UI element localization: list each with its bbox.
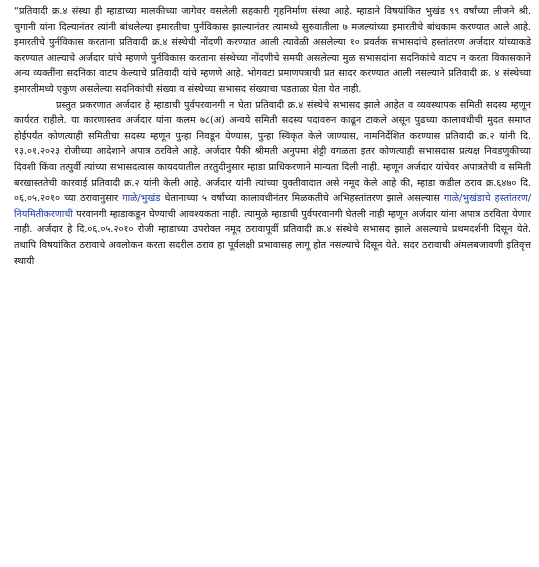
highlighted-term: गाळे/भुखंडाचे हस्तांतरण/नियमितीकरणाची [14,193,531,220]
paragraph-1 [14,4,531,98]
paragraph-2 [14,98,531,270]
highlighted-term: गाळे/भुखंड [122,193,161,205]
paragraph-2-text-a: प्रस्तुत प्रकरणात अर्जदार हे म्हाडाची पुर्वपरवानगी न घेता प्रतिवादी क्र.४ संस्थेचे सभासद झाले आहेत व व्यवस्थापक समिती सदस्य म्हणून कार्यरत राहीले. या कारणास्तव अर्जदार यांना कलम ७८(अ) अन्वये समिती सदस्य पदावरुन काढून टाकले असून पुढच्या कालावधीची मुदत समाप्त होईपर्यंत कोणत्याही समितीचा सदस्य म्हणून पुन्हा निवडून येण्यास, पुन्हा स्विकृत केले जाण्यास, नामनिर्देशित करण्यास प्रतिवादी क्र.२ यांनी दि. १३.०१.२०२३ रोजीच्या आदेशाने अपात्र ठरविले आहे. अर्जदार पैकी श्रीमती अनुपमा शेट्टी वगळता इतर कोणत्याही सभासदास प्रत्यक्ष निवडणुकीच्या दिवशी किंवा तत्पुर्वी त्यांच्या सभासदत्वास कायदयातील तरतुदीनुसार म्हाडा प्राधिकरणाने मान्यता दिली नाही. म्हणून अर्जदार यांचेवर अपात्रतेची व समिती बरखास्ततेची कारवाई प्रतिवादी क्र.२ यांनी केली आहे. अर्जदार यांनी त्यांच्या युक्तीवादात असे नमूद केले आहे की, म्हाडा कडील ठराव क्र.६४७० दि. ०६.०५.२०१० च्या ठरावानुसार [14,99,531,205]
paragraph-2-text-c: परवानगी म्हाडाकडून घेण्याची आवश्यकता नाही. त्यामुळे म्हाडाची पुर्वपरवानगी घेतली नाही म्हणून अर्जदार यांना अपात्र ठरविता येणार नाही. अर्जदार हे दि.०६.०५.२०१० रोजी म्हाडाच्या उपरोक्त नमूद ठरावापूर्वी प्रतिवादी क्र.४ संस्थेचे सभासद झाले असल्याचे प्रथमदर्शनी दिसून येते. तथापि विषयांकित ठरावाचे अवलोकन करता सदरील ठराव हा पूर्वलक्षी प्रभावासह लागू होत नसल्याचे दिसून येते. सदर ठरावाची अंमलबजावणी इतिवृत्त स्थायी [14,208,531,267]
paragraph-2-text-b: धेतानाच्या ५ वर्षांच्या कालावधीनंतर मिळकतीचे अभिहस्तांतरण झाले असल्यास [160,193,444,205]
paragraph-1-text: “प्रतिवादी क्र.४ संस्था ही म्हाडाच्या मालकीच्या जागेवर वसलेली सहकारी गृहनिर्माण संस्था आहे. म्हाडाने विषयांकित भुखंड ९९ वर्षांच्या लीजने श्री. चुगानी यांना दिल्यानंतर त्यांनी बांधलेल्या इमारतीचा पुर्नविकास झाल्यानंतर त्यामध्ये सुरुवातीला ७ मजल्यांच्या इमारतीचे बांधकाम करण्यात आले आहे. इमारतीचे पुर्नविकास करताना प्रतिवादी क्र.४ संस्थेची नोंदणी करण्यात आली त्यावेळी असलेल्या १० प्रवर्तक सभासदांचे हस्तांतरण अर्जदार यांच्याकडे करण्यात आल्याचे अर्जदार यांचे म्हणणे पुर्नविकास करताना संस्थेच्या नोंदणीचे समयी असलेल्या मुळ सभासदांना सदनिकांचे वाटप न करता विकासकाने अन्य व्यक्तींना सदनिका वाटप केल्याचे प्रतिवादी यांचे म्हणणे आहे. भोगवटा प्रमाणपत्राची प्रत सादर करण्यात आली नसल्याने प्रतिवादी क्र. ४ संस्थेच्या इमारतीमध्ये एकुण असलेल्या सदनिकांची संख्या व संस्थेच्या सभासद संख्याचा पडताळा घेता येत नाही. [14,6,531,95]
